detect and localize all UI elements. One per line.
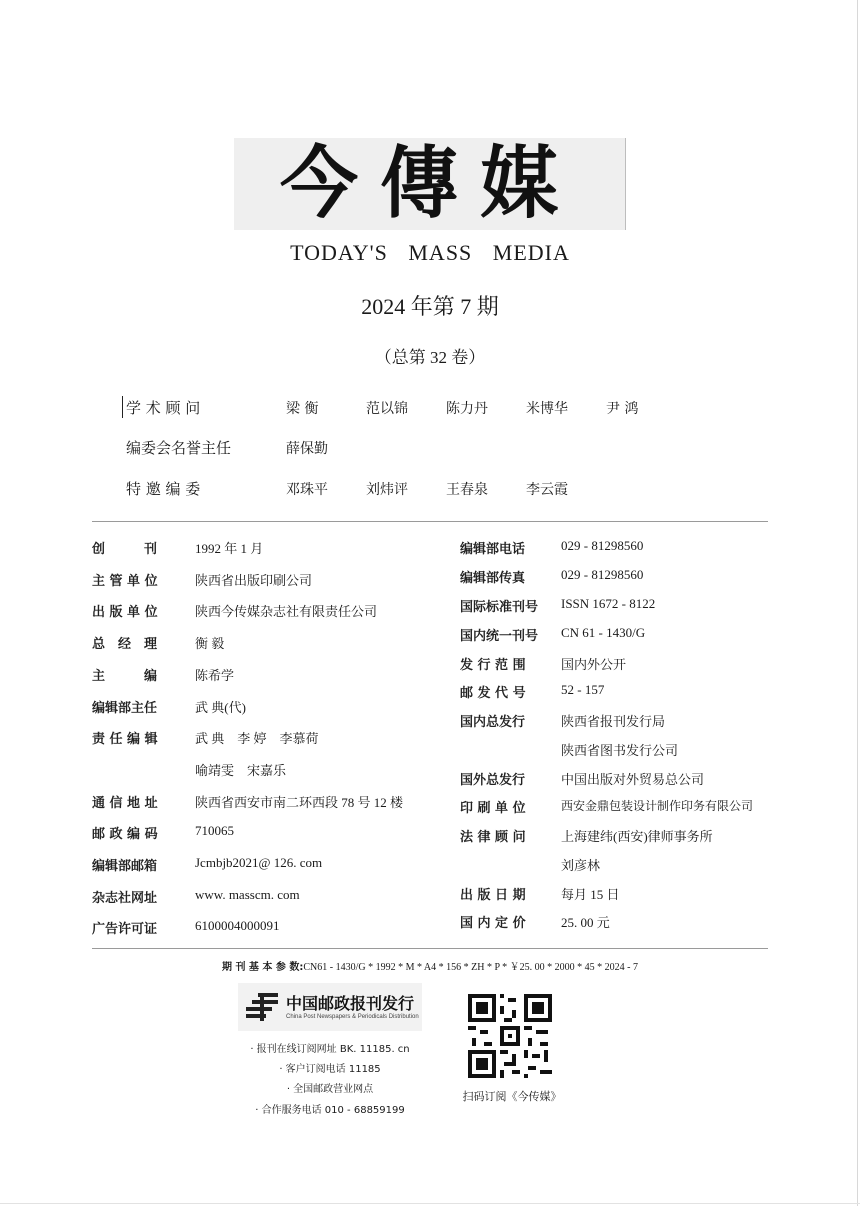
info-label: 国外总发行 [460, 773, 526, 788]
info-label: 邮 发 代 号 [460, 686, 526, 701]
page-edge-right [857, 0, 858, 1206]
advisor-label: 学 术 顾 问 [126, 399, 201, 417]
info-label: 出 版 日 期 [460, 888, 526, 903]
info-label: 法 律 顾 问 [460, 830, 526, 845]
info-value: 1992 年 1 月 [195, 541, 264, 556]
advisor-name: 尹 鸿 [606, 401, 639, 417]
advisor-name: 米博华 [526, 401, 568, 417]
info-value: www. masscm. com [195, 887, 300, 902]
divider-top [92, 521, 768, 522]
china-post-name: 中国邮政报刊发行 [286, 994, 415, 1013]
info-label: 国内统一刊号 [460, 629, 539, 644]
info-value: 陕西省图书发行公司 [561, 743, 679, 758]
qr-caption: 扫码订阅《今传媒》 [462, 1090, 562, 1103]
info-label: 编辑部电话 [460, 542, 526, 557]
divider-bottom [92, 948, 768, 949]
journal-parameters-value: CN61 - 1430/G * 1992 * M * A4 * 156 * ZH * P * ￥25. 00 * 2000 * 45 * 2024 - 7 [303, 962, 639, 973]
info-value: CN 61 - 1430/G [561, 625, 646, 640]
info-label: 责 任 编 辑 [92, 732, 158, 747]
info-value: 陕西省出版印刷公司 [195, 573, 313, 588]
info-label: 广告许可证 [92, 922, 158, 937]
info-value: 西安金鼎包装设计制作印务有限公司 [561, 799, 754, 813]
cooperation-phone: · 合作服务电话 010 - 68859199 [255, 1105, 405, 1116]
info-value: 武 典(代) [195, 700, 246, 715]
subscription-phone: · 客户订阅电话 11185 [279, 1064, 381, 1075]
info-value: 刘彦林 [561, 858, 601, 873]
special-editor-name: 刘炜评 [366, 482, 408, 498]
info-value: 陈希学 [195, 668, 235, 683]
info-label: 通 信 地 址 [92, 796, 158, 811]
info-value: 国内外公开 [561, 657, 627, 672]
post-offices: · 全国邮政营业网点 [286, 1084, 374, 1095]
info-value: 中国出版对外贸易总公司 [561, 772, 705, 787]
honorary-director-name: 薛保勤 [286, 441, 328, 457]
info-label: 出 版 单 位 [92, 605, 158, 620]
info-label: 印 刷 单 位 [460, 801, 526, 816]
info-label: 创 刊 [92, 542, 158, 557]
honorary-director-names [286, 438, 366, 458]
qr-code-icon [468, 994, 552, 1078]
info-value: 陕西省西安市南二环西段 78 号 12 楼 [195, 795, 404, 810]
info-value: 武 典 李 婷 李慕荷 [195, 731, 319, 746]
advisor-name: 梁 衡 [286, 401, 319, 417]
info-label: 邮 政 编 码 [92, 827, 158, 842]
info-label: 主 编 [92, 669, 158, 684]
china-post-mark-icon [244, 991, 280, 1023]
info-value: 710065 [195, 823, 234, 838]
advisor-names [286, 398, 686, 418]
special-editor-name: 邓珠平 [286, 482, 328, 498]
info-label: 发 行 范 围 [460, 658, 526, 673]
info-value: 喻靖雯 宋嘉乐 [195, 763, 287, 778]
special-editors-label: 特 邀 编 委 [126, 480, 201, 498]
advisor-name: 陈力丹 [446, 401, 488, 417]
info-label: 编辑部主任 [92, 701, 158, 716]
volume-number: （总第 32 卷） [374, 348, 486, 367]
info-value: 陕西省报刊发行局 [561, 714, 666, 729]
advisor-name: 范以锦 [366, 401, 408, 417]
special-editor-name: 王春泉 [446, 482, 488, 498]
journal-parameters-label: 期 刊 基 本 参 数: [221, 962, 304, 973]
info-value: 6100004000091 [195, 918, 280, 933]
info-value: 陕西今传媒杂志社有限责任公司 [195, 604, 378, 619]
subscription-url: · 报刊在线订阅网址 BK. 11185. cn [250, 1044, 410, 1055]
issue-number: 2024 年第 7 期 [361, 294, 499, 319]
info-value: 029 - 81298560 [561, 538, 644, 553]
info-value: 029 - 81298560 [561, 567, 644, 582]
english-title: TODAY'S MASS MEDIA [290, 240, 570, 265]
info-label: 国际标准刊号 [460, 600, 539, 615]
info-label: 编辑部传真 [460, 571, 526, 586]
info-value: Jcmbjb2021@ 126. com [195, 855, 323, 870]
china-post-english-name: China Post Newspapers & Periodicals Distribution [286, 1014, 419, 1020]
info-label: 编辑部邮箱 [92, 859, 158, 874]
special-editors-names [286, 479, 606, 499]
info-label: 杂志社网址 [92, 891, 158, 906]
info-value: 上海建纬(西安)律师事务所 [561, 829, 713, 844]
special-editor-name: 李云霞 [526, 482, 568, 498]
info-label: 国 内 定 价 [460, 916, 526, 931]
info-label: 国内总发行 [460, 715, 526, 730]
journal-parameters [0, 958, 860, 973]
info-value: 每月 15 日 [561, 887, 620, 902]
honorary-director-label: 编委会名誉主任 [126, 439, 232, 457]
info-value: 52 - 157 [561, 682, 605, 697]
info-value: 25. 00 元 [561, 915, 610, 930]
calligraphy-logo: 今傳媒 [279, 138, 580, 229]
info-value: ISSN 1672 - 8122 [561, 596, 656, 611]
info-label: 总 经 理 [92, 637, 158, 652]
text-cursor [122, 396, 123, 418]
china-post-logo [238, 983, 422, 1031]
info-value: 衡 毅 [195, 636, 225, 651]
page-edge-bottom [0, 1203, 860, 1204]
info-label: 主 管 单 位 [92, 574, 158, 589]
